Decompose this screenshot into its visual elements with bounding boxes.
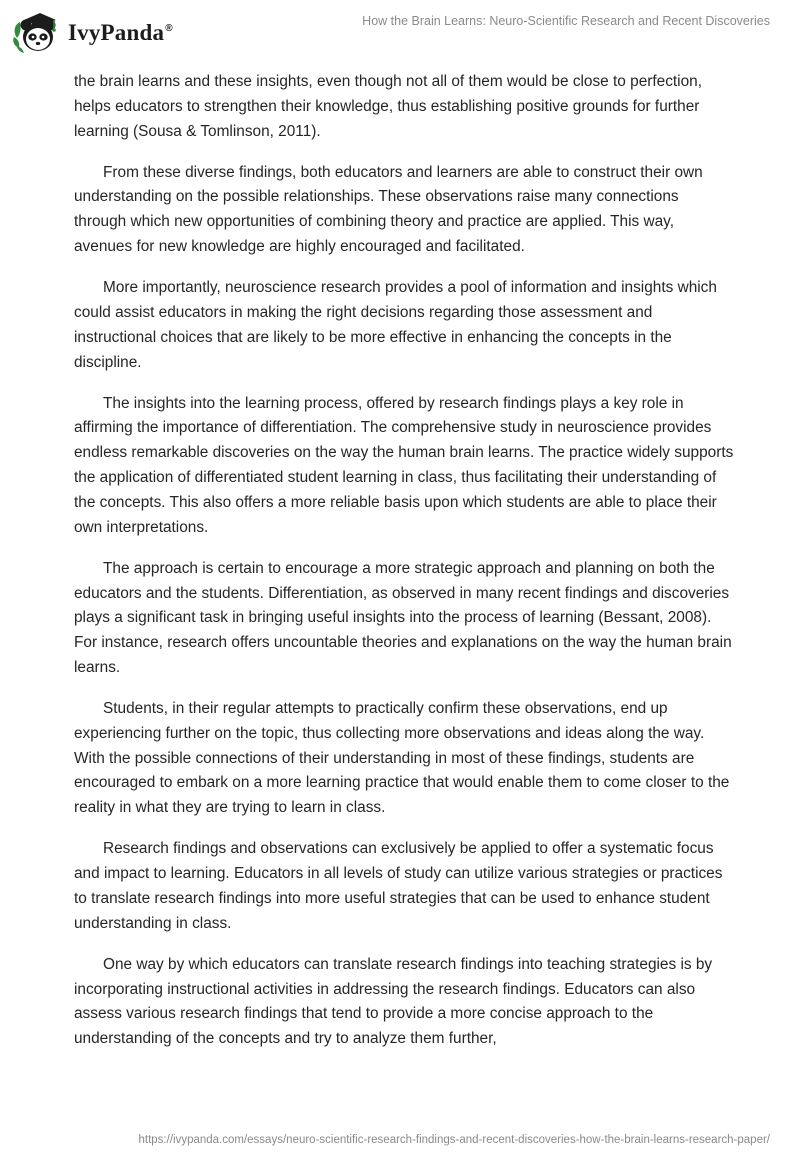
paragraph: Students, in their regular attempts to practically confirm these observations, end up experiencing further on the topic, thus collecting more observations and ideas along the way. With the possible connections of their understanding in most of these findings, students are encouraged to embark on a more learning practice that would enable them to come closer to the reality in what they are trying to learn in class. [74, 700, 730, 817]
registered-mark: ® [165, 23, 173, 35]
essay-body [74, 70, 734, 1068]
paragraph: More importantly, neuroscience research provides a pool of information and insights which could assist educators in making the right decisions regarding those assessment and instructional choices that are likely to be more effective in enhancing the concepts in the discipline. [74, 279, 717, 371]
paragraph: One way by which educators can translate research findings into teaching strategies is by incorporating instructional activities in addressing the research findings. Educators can also assess various research findings that tend to provide a more concise approach to the understanding of the concepts and try to analyze them further, [74, 955, 713, 1048]
logo-wordmark [68, 20, 173, 46]
paragraph: the brain learns and these insights, even though not all of them would be close to perfection, helps educators to strengthen their knowledge, thus establishing positive grounds for further learning (Sousa & Tomlinson, 2011). [74, 73, 702, 140]
page-header [0, 0, 800, 62]
paragraph: Research findings and observations can exclusively be applied to offer a systematic focus and impact to learning. Educators in all levels of study can utilize various strategies or practices to translate research findings into more useful strategies that can be used to enhance student understanding in class. [74, 840, 723, 932]
document-title: How the Brain Learns: Neuro-Scientific Research and Recent Discoveries [362, 14, 770, 28]
paragraph: The insights into the learning process, offered by research findings plays a key role in affirming the importance of differentiation. The comprehensive study in neuroscience provides endless remarkable discoveries on the way the human brain learns. The practice widely supports the application of differentiated student learning in class, thus facilitating their understanding of the concepts. This also offers a more reliable basis upon which students are able to place their own interpretations. [74, 394, 734, 536]
panda-graduate-icon [12, 8, 64, 56]
ivypanda-logo[interactable] [12, 8, 173, 56]
source-url[interactable]: https://ivypanda.com/essays/neuro-scientific-research-findings-and-recent-discoveries-how-the-brain-learns-research-paper/ [138, 1134, 770, 1146]
paragraph: From these diverse findings, both educators and learners are able to construct their own understanding on the possible relationships. These observations raise many connections through which new opportunities of combining theory and practice are applied. This way, avenues for new knowledge are highly encouraged and facilitated. [74, 163, 703, 256]
paragraph: The approach is certain to encourage a more strategic approach and planning on both the educators and the students. Differentiation, as observed in many recent findings and discoveries plays a significant task in bringing useful insights into the process of learning (Bessant, 2008). For instance, research offers uncountable theories and explanations on the way the human brain learns. [74, 559, 732, 676]
logo-text: IvyPanda [68, 20, 165, 45]
